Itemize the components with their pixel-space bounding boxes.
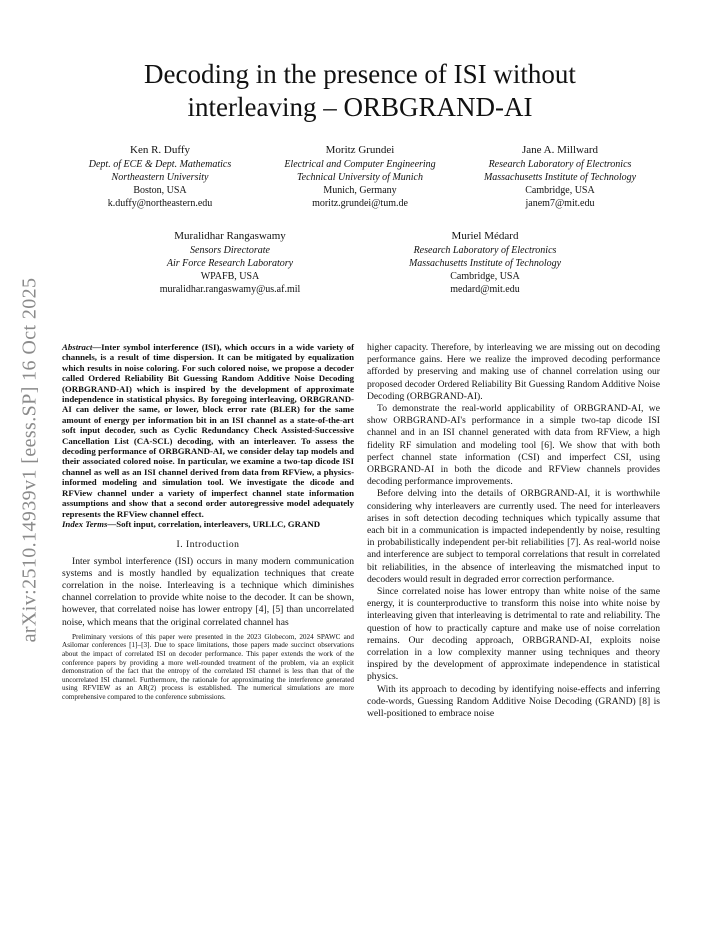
- author-name: Ken R. Duffy: [130, 144, 190, 156]
- author-name: Muriel Médard: [451, 230, 519, 242]
- left-column: [62, 342, 354, 701]
- author-email: muralidhar.rangaswamy@us.af.mil: [159, 284, 301, 295]
- author-email: moritz.grundei@tum.de: [312, 198, 408, 209]
- author-location: Munich, Germany: [323, 185, 397, 196]
- abstract-text: —Inter symbol interference (ISI), which occurs in a wide variety of channels, is a result of time dispersion. It can be mitigated by equalization which results in noise coloring. For such colored noise, we propose a decoder called Ordered Reliability Bit Guessing Random Additive Noise Decoding (ORBGRAND-AI) which is inspired by the development of approximate independence in statistical physics. By foregoing interleaving, ORBGRAND-AI can deliver the same, or lower, block error rate (BLER) for the same amount of energy per information bit in an ISI channel as a state-of-the-art soft input decoder, such as Cyclic Redundancy Check Assisted-Successive Cancellation List (CA-SCL) decoding, with an interleaver. To assess the decoding performance of ORBGRAND-AI, we consider delay tap models and their associated colored noise. In particular, we examine a two-tap dicode ISI channel as well as an ISI channel derived from data from RFView, a physics-informed modeling and simulation tool. We investigate the dicode and RFView channel under a variety of imperfect channel state information assumptions and show that a second order autoregressive model adequately represents the RFView channel effect.: [62, 342, 354, 519]
- abstract: [62, 342, 354, 519]
- author-location: WPAFB, USA: [200, 271, 260, 282]
- footnote: Preliminary versions of this paper were presented in the 2023 Globecom, 2024 SPAWC and Asilomar conferences [1]–[3]. Due to space limitations, those papers made succinct observations about the impact of correlated ISI on decoder performance. This paper extends the work of the conference papers by providing a more well-rounded treatment of the problem, via an explicit demonstration of the fact that the entropy of the correlated ISI channel is less than that of the uncorrelated ISI channel. Furthermore, the rationale for approximating the interference generated using RFVIEW as an AR(2) process is established. The numerical simulations are more comprehensive compared to the conference submissions.: [62, 632, 354, 701]
- author-institution: Massachusetts Institute of Technology: [483, 172, 637, 183]
- author-email: medard@mit.edu: [450, 284, 520, 295]
- author-name: Muralidhar Rangaswamy: [174, 230, 286, 242]
- author-location: Boston, USA: [133, 185, 187, 196]
- author-5: [370, 230, 600, 296]
- index-terms-text: —Soft input, correlation, interleavers, URLLC, GRAND: [107, 518, 321, 529]
- arxiv-sidebar: [0, 260, 60, 660]
- author-affiliation: Sensors Directorate: [190, 245, 270, 256]
- body-paragraph: Since correlated noise has lower entropy than white noise of the same energy, it is counterproductive to transform this noise into white noise by interleaving given that interleaving is detrimental to rate and reliability. The question of how to practically capture and make use of noise correlation remains. Our decoding approach, ORBGRAND-AI, exploits noise correlation in a low complexity manner using techniques and theory inspired by the development of approximate independence in statistical physics.: [367, 586, 660, 683]
- arxiv-identifier: arXiv:2510.14939v1 [eess.SP] 16 Oct 2025: [18, 277, 41, 643]
- author-affiliation: Research Laboratory of Electronics: [413, 245, 557, 256]
- author-name: Moritz Grundei: [325, 144, 395, 156]
- author-affiliation: Research Laboratory of Electronics: [488, 159, 632, 170]
- index-terms-label: Index Terms: [62, 518, 108, 529]
- author-institution: Northeastern University: [111, 172, 209, 183]
- author-affiliation: Electrical and Computer Engineering: [284, 159, 436, 170]
- body-paragraph: Before delving into the details of ORBGRAND-AI, it is worthwhile considering why interleavers are currently used. The need for interleavers arises in soft detection decoding techniques which typically assume that each bit in a communication is impacted independently by noise, resulting in probabilistically independent per-bit reliabilities [7]. As real-world noise and interference are subject to temporal correlations that result in correlated bit reliabilities, in the absence of interleaving the mismatched input to decoders would result in degraded error correction performance.: [367, 488, 660, 585]
- author-institution: Technical University of Munich: [297, 172, 423, 183]
- body-paragraph: higher capacity. Therefore, by interleaving we are missing out on decoding performance gains. Here we realize the improved decoding performance afforded by preserving and making use of channel correlation using our proposed decoder Ordered Reliability Bit Guessing Random Additive Noise Decoding (ORBGRAND-AI).: [367, 342, 660, 402]
- author-2: [260, 144, 460, 210]
- author-location: Cambridge, USA: [525, 185, 595, 196]
- author-affiliation: Dept. of ECE & Dept. Mathematics: [88, 159, 232, 170]
- body-paragraph: With its approach to decoding by identifying noise-effects and inferring code-words, Guessing Random Additive Noise Decoding (GRAND) [8] is well-positioned to embrace noise: [367, 683, 660, 720]
- body-paragraph: Inter symbol interference (ISI) occurs in many modern communication systems and is mostly handled by equalization techniques that create correlation in the noise. Interleaving is a technique which diminishes channel correlation to provide white noise to the decoder. It can be shown, however, that correlated noise has lower entropy [4], [5] than uncorrelated noise, which means that the original correlated channel has: [62, 555, 354, 628]
- author-email: janem7@mit.edu: [525, 198, 595, 209]
- author-3: [460, 144, 660, 210]
- index-terms: [62, 519, 354, 529]
- author-email: k.duffy@northeastern.edu: [107, 198, 213, 209]
- paper-title: Decoding in the presence of ISI without interleaving – ORBGRAND-AI: [144, 59, 576, 122]
- author-location: Cambridge, USA: [450, 271, 520, 282]
- author-institution: Massachusetts Institute of Technology: [408, 258, 562, 269]
- author-name: Jane A. Millward: [521, 144, 599, 156]
- abstract-label: Abstract: [62, 342, 93, 352]
- right-column: [367, 342, 660, 720]
- author-institution: Air Force Research Laboratory: [166, 258, 294, 269]
- author-1: [60, 144, 260, 210]
- section-heading-introduction: I. Introduction: [176, 539, 240, 551]
- body-paragraph: To demonstrate the real-world applicability of ORBGRAND-AI, we show ORBGRAND-AI's performance in a simple two-tap dicode ISI channel and in an ISI channel generated with data from RFView, a high fidelity RF simulation and modeling tool [6]. We show that with both perfect channel state information (CSI) and imperfect CSI, using ORBGRAND-AI in both the dicode and RFView channels provides decoding performance improvements.: [367, 403, 660, 488]
- author-4: [120, 230, 340, 296]
